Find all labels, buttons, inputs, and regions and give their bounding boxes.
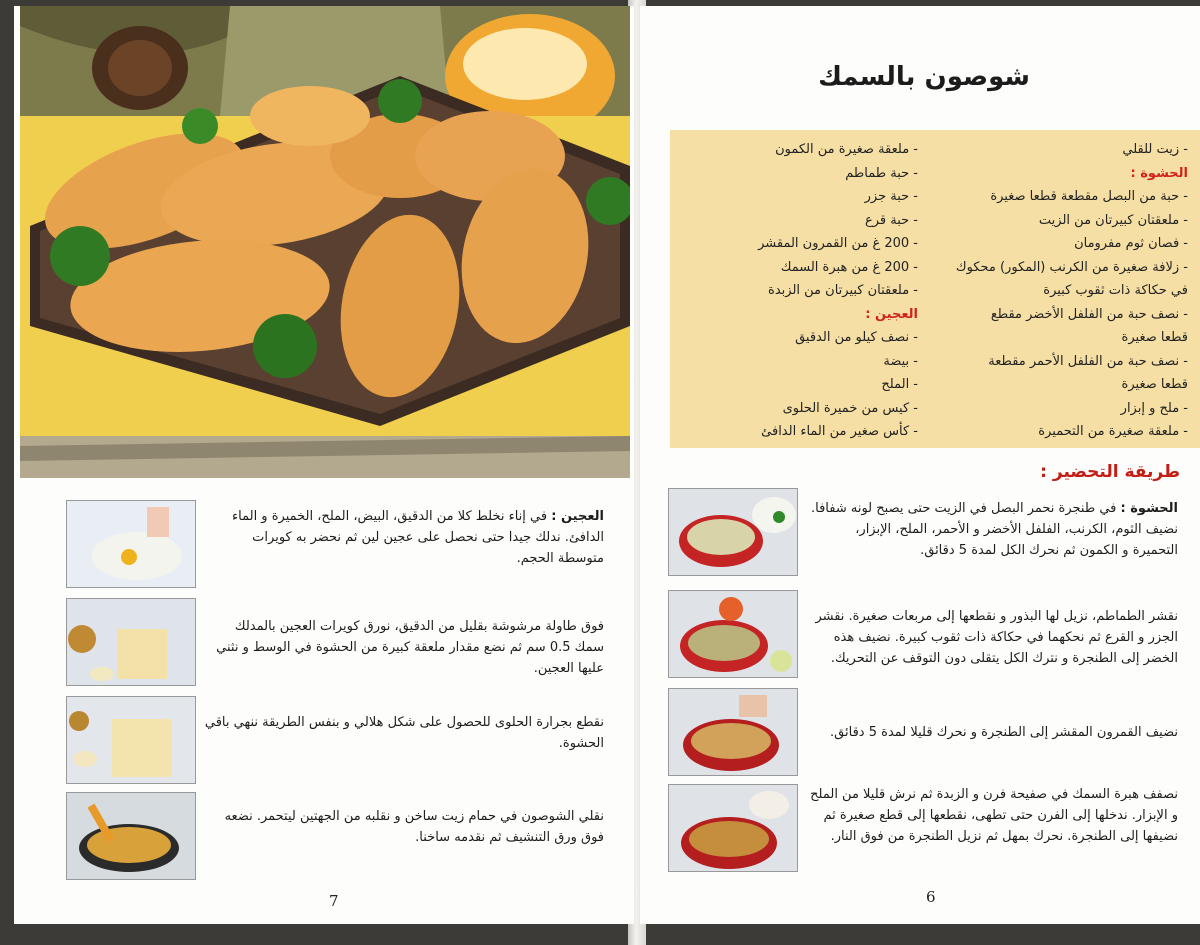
step-text: في إناء نخلط كلا من الدقيق، البيض، الملح، الخميرة و الماء الدافئ. ندلك جيدا حتى نحصل على عجين لين ثم نحضر به كويرات متوسطة الحجم. (232, 509, 604, 566)
left-step-1 (204, 506, 604, 569)
ingredient-item: - حبة طماطم (845, 165, 918, 181)
step-text: فوق طاولة مرشوشة بقليل من الدقيق، نورق كويرات العجين بالمدلك سمك 0.5 سم ثم نضع مقدار ملعقة كبيرة من الحشوة في الوسط و نثني عليها العجين. (216, 619, 604, 676)
ingredient-item: - حبة من البصل مقطعة قطعا صغيرة (990, 189, 1188, 204)
step-text: نصفف هبرة السمك في صفيحة فرن و الزبدة ثم نرش قليلا من الملح و الإبزار. ندخلها إلى الفرن حتى تطهى، نقطعها إلى قطع صغيرة ثم نضيفها إلى الطنجرة. نحرك بمهل ثم نزيل الطنجرة من فوق النار. (810, 787, 1178, 844)
ingredient-item: قطعا صغيرة (1121, 377, 1188, 392)
step-text: نقطع بجرارة الحلوى للحصول على شكل هلالي و بنفس الطريقة ننهي باقي الحشوة. (204, 715, 604, 751)
ingredient-item: - 200 غ من هبرة السمك (780, 259, 918, 275)
ingredient-item: - ملعقتان كبيرتان من الزيت (1038, 212, 1188, 228)
ingredient-section-heading: العجين : (865, 306, 918, 322)
ingredient-item: - زلافة صغيرة من الكرنب (المكور) محكوك (955, 259, 1188, 275)
right-step-4 (808, 784, 1178, 847)
ingredient-item: - الملح (881, 377, 918, 392)
dish-photo (20, 6, 630, 478)
ingredients-column-left (678, 138, 918, 444)
ingredient-item: - كيس من خميرة الحلوى (782, 400, 918, 416)
page-number: 7 (329, 892, 339, 910)
right-step-1 (808, 498, 1178, 561)
ingredient-item: - كأس صغير من الماء الدافئ (761, 424, 918, 439)
ingredient-item: - حبة قرع (864, 212, 918, 228)
step-photo-fish (668, 784, 798, 872)
ingredients-column-right (926, 138, 1188, 444)
ingredient-item: - حبة جزر (864, 189, 918, 204)
left-step-3 (204, 712, 604, 754)
ingredient-item: - ملعقة صغيرة من الكمون (775, 142, 918, 157)
ingredient-item: قطعا صغيرة (1121, 330, 1188, 345)
step-photo-cutting (66, 696, 196, 784)
ingredient-item: - ملعقة صغيرة من التحميرة (1038, 424, 1188, 439)
step-photo-frying (66, 792, 196, 880)
ingredient-item: - نصف حبة من الفلفل الأحمر مقطعة (988, 353, 1188, 369)
ingredient-section-heading: الحشوة : (1130, 165, 1188, 181)
ingredient-item: - بيضة (883, 353, 918, 369)
right-page (640, 6, 1200, 924)
step-lead: العجين : (551, 509, 604, 524)
ingredients-panel (670, 130, 1200, 448)
step-photo-dough (66, 500, 196, 588)
step-text: في طنجرة نحمر البصل في الزيت حتى يصبح لونه شفافا. نضيف الثوم، الكرنب، الفلفل الأخضر و الأحمر، الملح، الإبزار، التحميرة و الكمون ثم نحرك الكل لمدة 5 دقائق. (810, 501, 1178, 558)
step-lead: الحشوة : (1120, 501, 1178, 516)
right-step-2 (808, 606, 1178, 669)
ingredient-item: - نصف حبة من الفلفل الأخضر مقطع (990, 306, 1188, 322)
ingredient-item: - ملح و إبزار (1120, 400, 1188, 416)
left-page (14, 6, 634, 924)
step-text: نقلي الشوصون في حمام زيت ساخن و نقلبه من الجهتين ليتحمر. نضعه فوق ورق التنشيف ثم نقدمه ساخنا. (224, 809, 604, 845)
ingredient-item: - 200 غ من القمرون المقشر (758, 236, 918, 251)
ingredient-item: - فصان ثوم مفرومان (1074, 236, 1188, 251)
step-text: نضيف القمرون المقشر إلى الطنجرة و نحرك قليلا لمدة 5 دقائق. (830, 725, 1178, 740)
right-step-3 (808, 722, 1178, 743)
page-number: 6 (926, 888, 936, 906)
step-text: نقشر الطماطم، نزيل لها البذور و نقطعها إلى مربعات صغيرة. نقشر الجزر و القرع ثم نحكهما في حكاكة ذات ثقوب كبيرة. نضيف هذه الخضر إلى الطنجرة و نترك الكل يتقلى دون التوقف عن التحريك. (815, 609, 1178, 666)
step-photo-vegetables (668, 590, 798, 678)
recipe-title: شوصون بالسمك (818, 62, 1030, 92)
step-photo-filling (668, 488, 798, 576)
ingredient-item: - زيت للقلي (1122, 142, 1188, 157)
left-step-4 (204, 806, 604, 848)
step-photo-rolling (66, 598, 196, 686)
ingredient-item: - نصف كيلو من الدقيق (795, 330, 918, 345)
ingredient-item: - ملعقتان كبيرتان من الزبدة (768, 283, 918, 298)
ingredient-item: في حكاكة ذات ثقوب كبيرة (1043, 283, 1188, 298)
step-photo-shrimp (668, 688, 798, 776)
method-title: طريقة التحضير : (1040, 462, 1180, 482)
left-step-2 (204, 616, 604, 679)
